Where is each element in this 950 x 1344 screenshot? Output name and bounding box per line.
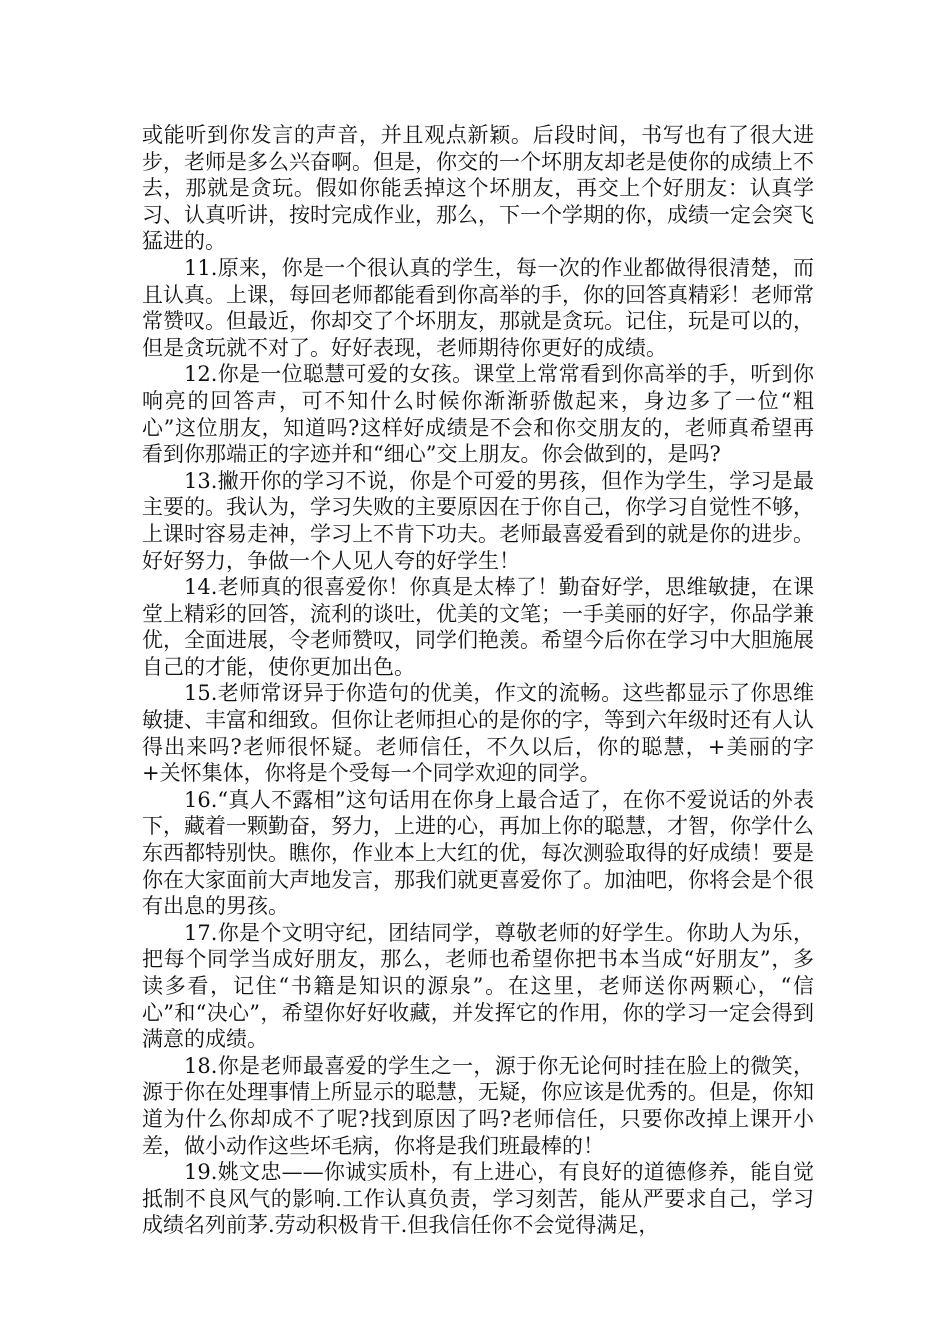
document-body xyxy=(142,122,814,1239)
paragraph-comment-17: 17.你是个文明守纪，团结同学，尊敬老师的好学生。你助人为乐，把每个同学当成好朋友，那么，老师也希望你把书本当成“好朋友”，多读多看，记住“书籍是知识的源泉”。在这里，老师送你两颗心，“信心”和“决心”，希望你好好收藏，并发挥它的作用，你的学习一定会得到满意的成绩。 xyxy=(142,920,814,1052)
paragraph-comment-16: 16.“真人不露相”这句话用在你身上最合适了，在你不爱说话的外表下，藏着一颗勤奋，努力，上进的心，再加上你的聪慧，才智，你学什么东西都特别快。瞧你，作业本上大红的优，每次测验取得的好成绩！要是你在大家面前大声地发言，那我们就更喜爱你了。加油吧，你将会是个很有出息的男孩。 xyxy=(142,787,814,919)
paragraph-comment-19: 19.姚文忠——你诚实质朴，有上进心，有良好的道德修养，能自觉抵制不良风气的影响.工作认真负责，学习刻苦，能从严要求自己，学习成绩名列前茅.劳动积极肯干.但我信任你不会觉得满足， xyxy=(142,1160,814,1238)
paragraph-comment-12: 12.你是一位聪慧可爱的女孩。课堂上常常看到你高举的手，听到你响亮的回答声，可不知什么时候你渐渐骄傲起来，身边多了一位“粗心”这位朋友，知道吗?这样好成绩是不会和你交朋友的，老师真希望再看到你那端正的字迹并和“细心”交上朋友。你会做到的，是吗? xyxy=(142,362,814,467)
paragraph-comment-15: 15.老师常讶异于你造句的优美，作文的流畅。这些都显示了你思维敏捷、丰富和细致。但你让老师担心的是你的字，等到六年级时还有人认得出来吗?老师很怀疑。老师信任，不久以后，你的聪慧，+美丽的字+关怀集体，你将是个受每一个同学欢迎的同学。 xyxy=(142,681,814,786)
paragraph-continuation: 或能听到你发言的声音，并且观点新颖。后段时间，书写也有了很大进步，老师是多么兴奋啊。但是，你交的一个坏朋友却老是使你的成绩上不去，那就是贪玩。假如你能丢掉这个坏朋友，再交上个好朋友：认真学习、认真听讲，按时完成作业，那么，下一个学期的你，成绩一定会突飞猛进的。 xyxy=(142,123,814,254)
paragraph-comment-11: 11.原来，你是一个很认真的学生，每一次的作业都做得很清楚，而且认真。上课，每回老师都能看到你高举的手，你的回答真精彩！老师常常赞叹。但最近，你却交了个坏朋友，那就是贪玩。记住，玩是可以的，但是贪玩就不对了。好好表现，老师期待你更好的成绩。 xyxy=(142,255,814,360)
paragraph-comment-14: 14.老师真的很喜爱你！你真是太棒了！勤奋好学，思维敏捷，在课堂上精彩的回答，流利的谈吐，优美的文笔；一手美丽的好字，你品学兼优，全面进展，令老师赞叹，同学们艳羡。希望今后你在学习中大胆施展自己的才能，使你更加出色。 xyxy=(142,575,814,679)
paragraph-comment-13: 13.撇开你的学习不说，你是个可爱的男孩，但作为学生，学习是最主要的。我认为，学习失败的主要原因在于你自己，你学习自觉性不够，上课时容易走神，学习上不肯下功夫。老师最喜爱看到的就是你的进步。好好努力，争做一个人见人夸的好学生！ xyxy=(142,468,814,573)
paragraph-comment-18: 18.你是老师最喜爱的学生之一，源于你无论何时挂在脸上的微笑，源于你在处理事情上所显示的聪慧，无疑，你应该是优秀的。但是，你知道为什么你却成不了呢?找到原因了吗?老师信任，只要你改掉上课开小差，做小动作这些坏毛病，你将是我们班最棒的！ xyxy=(142,1053,814,1158)
